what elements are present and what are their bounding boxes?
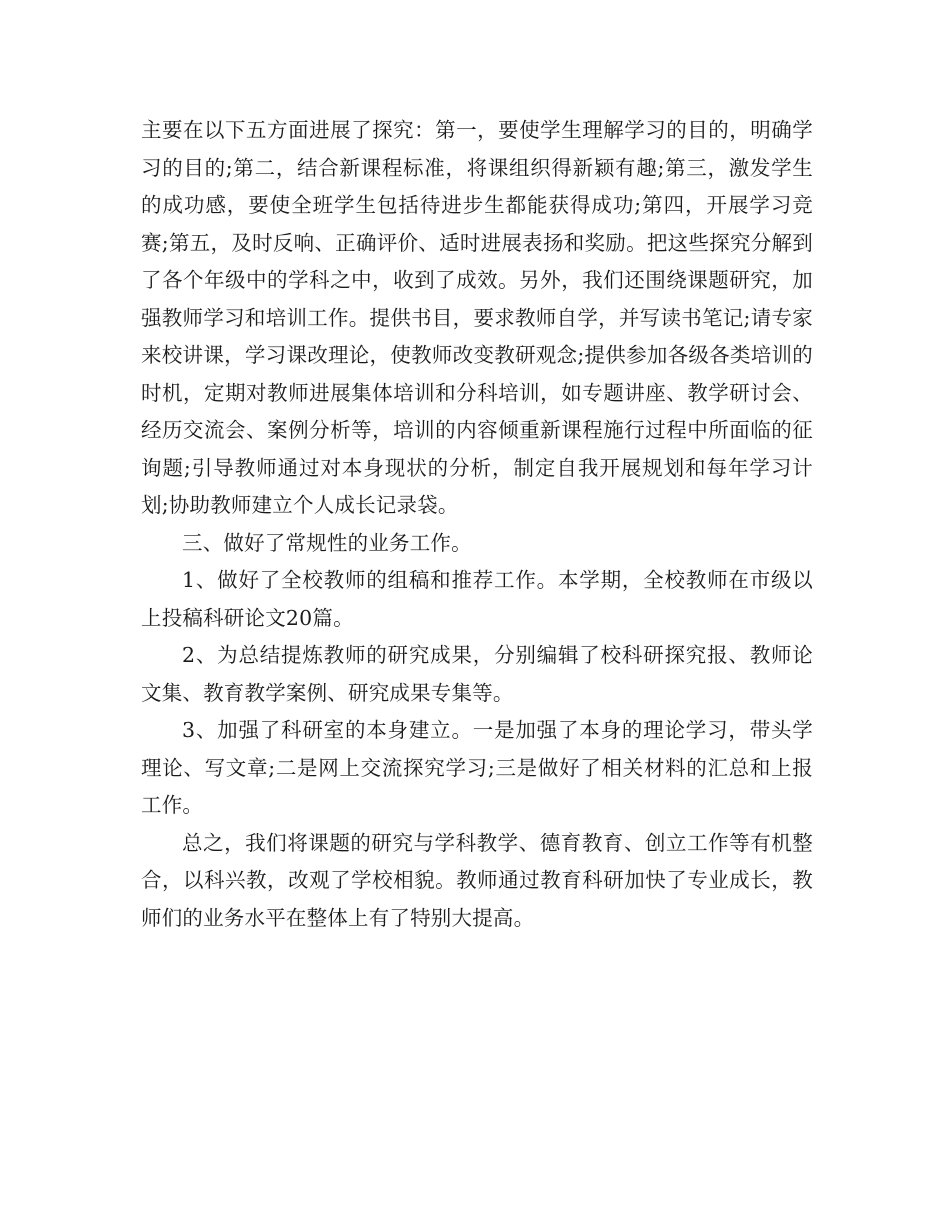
section-heading-routine-work: 三、做好了常规性的业务工作。 xyxy=(182,530,472,555)
paragraph-continued-research: 主要在以下五方面进展了探究：第一，要使学生理解学习的目的，明确学习的目的;第二，结合新课程标准，将课组织得新颖有趣;第三，激发学生的成功感，要使全班学生包括待进步生都能获得成功;第四，开展学习竞赛;第五，及时反响、正确评价、适时进展表扬和奖励。把这些探究分解到了各个年级中的学科之中，收到了成效。另外，我们还围绕课题研究，加强教师学习和培训工作。提供书目，要求教师自学，并写读书笔记;请专家来校讲课，学习课改理论，使教师改变教研观念;提供参加各级各类培训的时机，定期对教师进展集体培训和分科培训，如专题讲座、教学研讨会、经历交流会、案例分析等，培训的内容倾重新课程施行过程中所面临的征询题;引导教师通过对本身现状的分析，制定自我开展规划和每年学习计划;协助教师建立个人成长记录袋。 xyxy=(141,118,813,517)
paragraph-summary: 总之，我们将课题的研究与学科教学、德育教育、创立工作等有机整合，以科兴教，改观了学校相貌。教师通过教育科研加快了专业成长，教师们的业务水平在整体上有了特别大提高。 xyxy=(141,830,813,930)
document-body xyxy=(141,112,813,937)
paragraph-item-3: 3、加强了科研室的本身建立。一是加强了本身的理论学习，带头学理论、写文章;二是网上交流探究学习;三是做好了相关材料的汇总和上报工作。 xyxy=(141,718,813,817)
paragraph-item-1: 1、做好了全校教师的组稿和推荐工作。本学期，全校教师在市级以上投稿科研论文20篇。 xyxy=(141,568,813,630)
paragraph-item-2: 2、为总结提炼教师的研究成果，分别编辑了校科研探究报、教师论文集、教育教学案例、研究成果专集等。 xyxy=(141,643,813,705)
